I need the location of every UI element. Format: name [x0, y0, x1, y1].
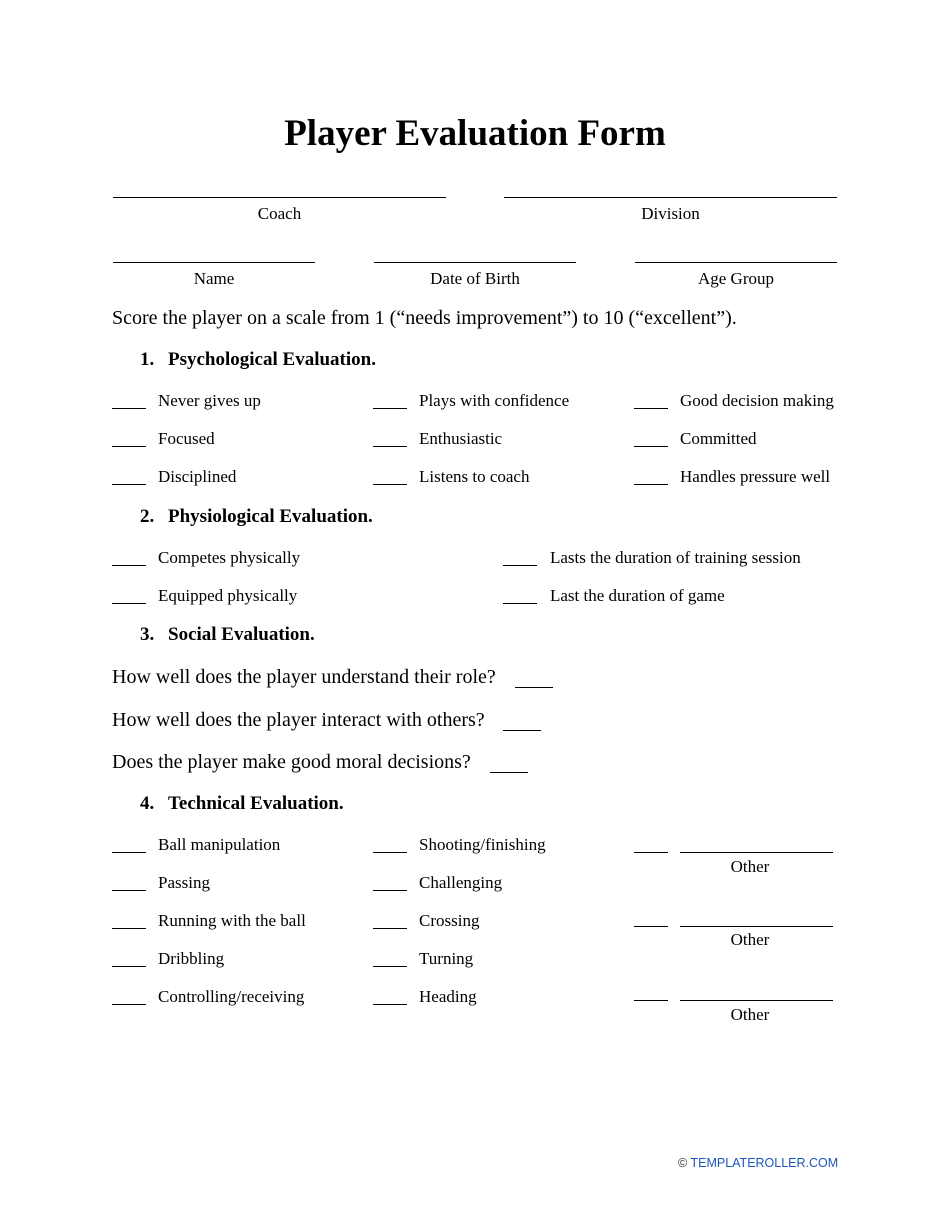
section-title: Physiological Evaluation. — [168, 506, 373, 527]
score-blank[interactable] — [503, 730, 541, 731]
instructions: Score the player on a scale from 1 (“needs improvement”) to 10 (“excellent”). — [112, 307, 737, 329]
other-label: Other — [730, 1005, 770, 1024]
score-blank[interactable] — [112, 890, 146, 891]
score-blank[interactable] — [112, 603, 146, 604]
score-blank[interactable] — [373, 408, 407, 409]
item-label: Disciplined — [158, 467, 237, 486]
score-blank[interactable] — [112, 565, 146, 566]
score-blank[interactable] — [112, 408, 146, 409]
date-of-birth-label: Date of Birth — [430, 269, 520, 288]
score-blank[interactable] — [634, 1000, 668, 1001]
score-blank[interactable] — [634, 852, 668, 853]
score-blank[interactable] — [373, 928, 407, 929]
footer-credit — [678, 1156, 838, 1170]
section-heading-physiological — [140, 506, 373, 528]
item-label: Equipped physically — [158, 586, 298, 605]
score-blank[interactable] — [373, 446, 407, 447]
item-label: Good decision making — [680, 391, 834, 410]
score-blank[interactable] — [503, 565, 537, 566]
item-label: Lasts the duration of training session — [550, 548, 801, 567]
section-heading-technical — [140, 793, 344, 815]
other-skill-field[interactable] — [680, 852, 833, 853]
section-number: 2. — [140, 506, 155, 527]
section-title: Social Evaluation. — [168, 624, 315, 645]
score-blank[interactable] — [490, 772, 528, 773]
score-blank[interactable] — [373, 1004, 407, 1005]
item-label: Handles pressure well — [680, 467, 831, 486]
score-blank[interactable] — [373, 484, 407, 485]
item-label: Ball manipulation — [158, 835, 281, 854]
age-group-label: Age Group — [697, 269, 774, 288]
item-label: Never gives up — [158, 391, 261, 410]
page-title: Player Evaluation Form — [284, 113, 666, 154]
section-title: Psychological Evaluation. — [168, 349, 376, 370]
item-label: Listens to coach — [419, 467, 530, 486]
item-label: Challenging — [419, 873, 503, 892]
score-blank[interactable] — [112, 966, 146, 967]
item-label: Committed — [680, 429, 757, 448]
item-label: Passing — [158, 873, 210, 892]
item-label: Controlling/receiving — [158, 987, 305, 1006]
score-blank[interactable] — [515, 687, 553, 688]
section-heading-psychological — [140, 349, 376, 371]
other-skill-field[interactable] — [680, 1000, 833, 1001]
name-field[interactable] — [113, 262, 315, 263]
section-number: 1. — [140, 349, 155, 370]
score-blank[interactable] — [634, 926, 668, 927]
copyright-symbol: © — [678, 1156, 688, 1170]
score-blank[interactable] — [112, 928, 146, 929]
score-blank[interactable] — [112, 1004, 146, 1005]
other-label: Other — [730, 930, 770, 949]
item-label: Dribbling — [158, 949, 225, 968]
section-title: Technical Evaluation. — [168, 793, 344, 814]
score-blank[interactable] — [503, 603, 537, 604]
score-blank[interactable] — [373, 966, 407, 967]
score-blank[interactable] — [373, 852, 407, 853]
question-text: How well does the player interact with others? — [112, 709, 485, 731]
item-label: Plays with confidence — [419, 391, 570, 410]
section-number: 3. — [140, 624, 155, 645]
item-label: Crossing — [419, 911, 480, 930]
footer-link[interactable]: TEMPLATEROLLER.COM — [690, 1156, 839, 1170]
question-text: Does the player make good moral decisions? — [112, 751, 471, 773]
score-blank[interactable] — [112, 852, 146, 853]
coach-label: Coach — [257, 204, 302, 223]
coach-field[interactable] — [113, 197, 446, 198]
score-blank[interactable] — [634, 484, 668, 485]
score-blank[interactable] — [112, 484, 146, 485]
name-label: Name — [193, 269, 235, 288]
division-label: Division — [641, 204, 700, 223]
item-label: Last the duration of game — [550, 586, 725, 605]
score-blank[interactable] — [634, 446, 668, 447]
item-label: Running with the ball — [158, 911, 306, 930]
section-heading-social — [140, 624, 315, 646]
item-label: Enthusiastic — [419, 429, 503, 448]
date-of-birth-field[interactable] — [374, 262, 576, 263]
item-label: Shooting/finishing — [419, 835, 546, 854]
item-label: Heading — [419, 987, 477, 1006]
question-text: How well does the player understand their role? — [112, 666, 496, 688]
score-blank[interactable] — [373, 890, 407, 891]
age-group-field[interactable] — [635, 262, 837, 263]
other-label: Other — [730, 857, 770, 876]
division-field[interactable] — [504, 197, 837, 198]
section-number: 4. — [140, 793, 155, 814]
score-blank[interactable] — [634, 408, 668, 409]
item-label: Focused — [158, 429, 215, 448]
item-label: Turning — [419, 949, 474, 968]
item-label: Competes physically — [158, 548, 301, 567]
other-skill-field[interactable] — [680, 926, 833, 927]
score-blank[interactable] — [112, 446, 146, 447]
